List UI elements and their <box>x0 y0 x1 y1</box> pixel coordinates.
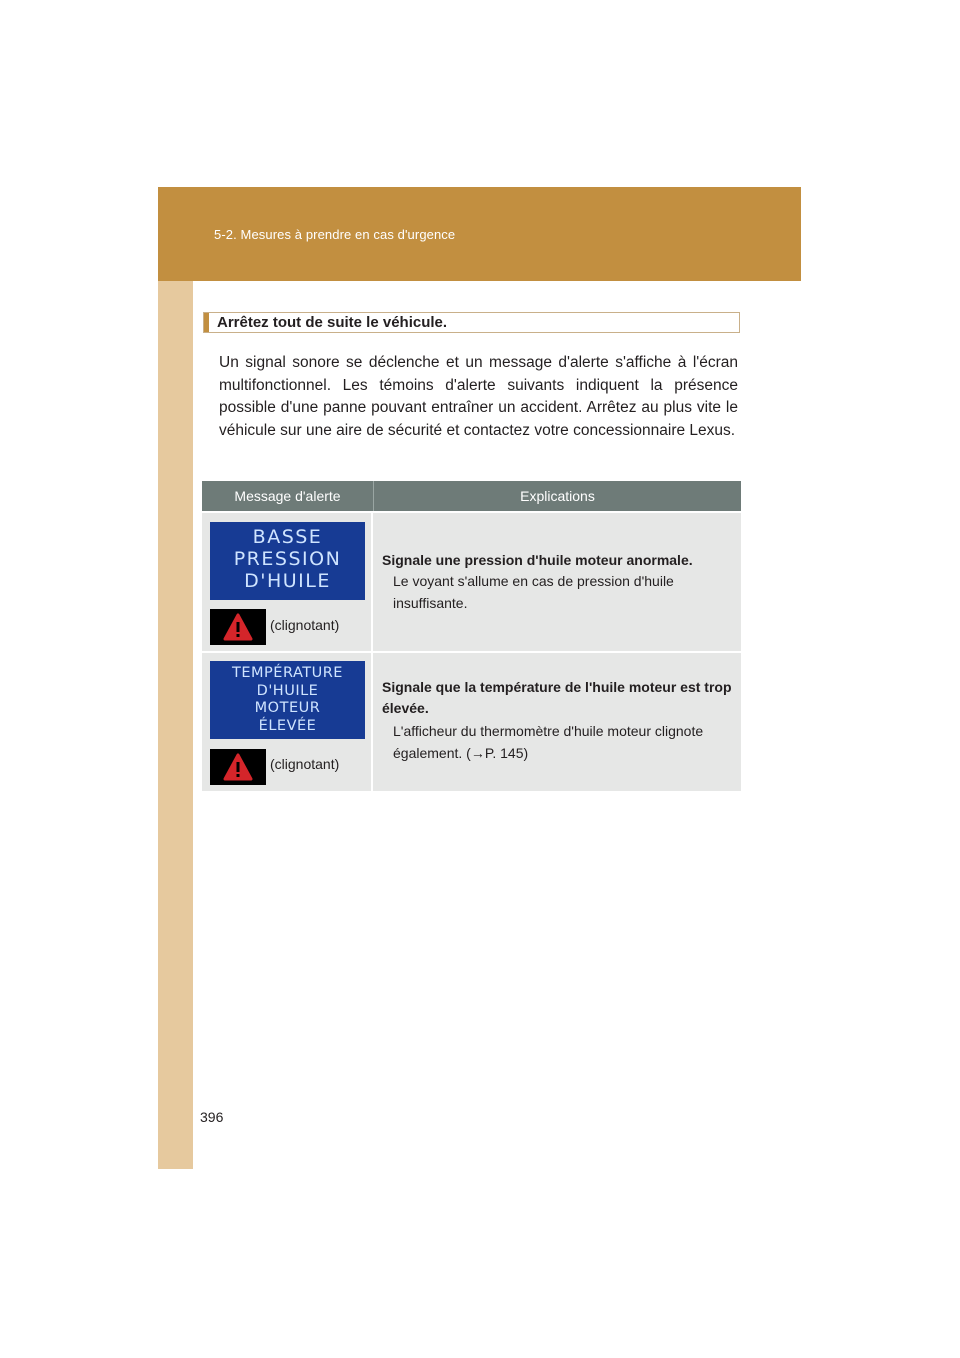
intro-paragraph: Un signal sonore se déclenche et un message d'alerte s'affiche à l'écran multifonctionnel. Les témoins d'alerte suivants indiquent la présence possible d'une panne pouvant entraîner un accident. Arrêtez au plus vite le véhicule sur une aire de sécurité et contactez votre concessionnaire Lexus. <box>219 354 738 439</box>
explanation-body: Le voyant s'allume en cas de pression d'huile insuffisante. <box>393 573 674 611</box>
lcd-line: D'HUILE <box>244 570 331 592</box>
chapter-header-title: 5-2. Mesures à prendre en cas d'urgence <box>214 227 456 242</box>
lcd-message-display <box>210 661 365 739</box>
table-header <box>202 481 741 511</box>
warning-triangle-icon <box>210 609 266 645</box>
explanation-title: Signale une pression d'huile moteur anormale. <box>382 552 693 568</box>
lcd-message-display <box>210 522 365 600</box>
blink-label: (clignotant) <box>270 617 340 633</box>
side-margin-band <box>158 281 193 1169</box>
explanation-title: Signale que la température de l'huile moteur est trop élevée. <box>382 679 732 716</box>
page-number: 396 <box>200 1109 224 1125</box>
table-row <box>202 651 741 791</box>
warning-triangle-icon <box>210 749 266 785</box>
explanation-cell <box>373 513 741 651</box>
lcd-line: PRESSION <box>233 548 342 570</box>
table-row <box>202 511 741 651</box>
explanation-body: L'afficheur du thermomètre d'huile moteur clignote également. (→P. 145) <box>393 723 704 761</box>
lcd-line: MOTEUR <box>254 700 321 716</box>
section-title-box <box>203 312 740 333</box>
message-cell <box>202 653 373 791</box>
section-title: Arrêtez tout de suite le véhicule. <box>217 314 448 331</box>
lcd-line: ÉLEVÉE <box>258 717 317 734</box>
column-header-explications: Explications <box>520 488 595 504</box>
lcd-line: D'HUILE <box>256 682 319 699</box>
blink-label: (clignotant) <box>270 756 340 772</box>
message-cell <box>202 513 373 651</box>
explanation-cell <box>373 653 741 791</box>
column-header-message: Message d'alerte <box>202 481 374 511</box>
lcd-line: TEMPÉRATURE <box>232 665 343 681</box>
warning-message-table <box>202 481 741 791</box>
lcd-line: BASSE <box>252 526 323 548</box>
section-title-accent-bar <box>204 313 209 332</box>
